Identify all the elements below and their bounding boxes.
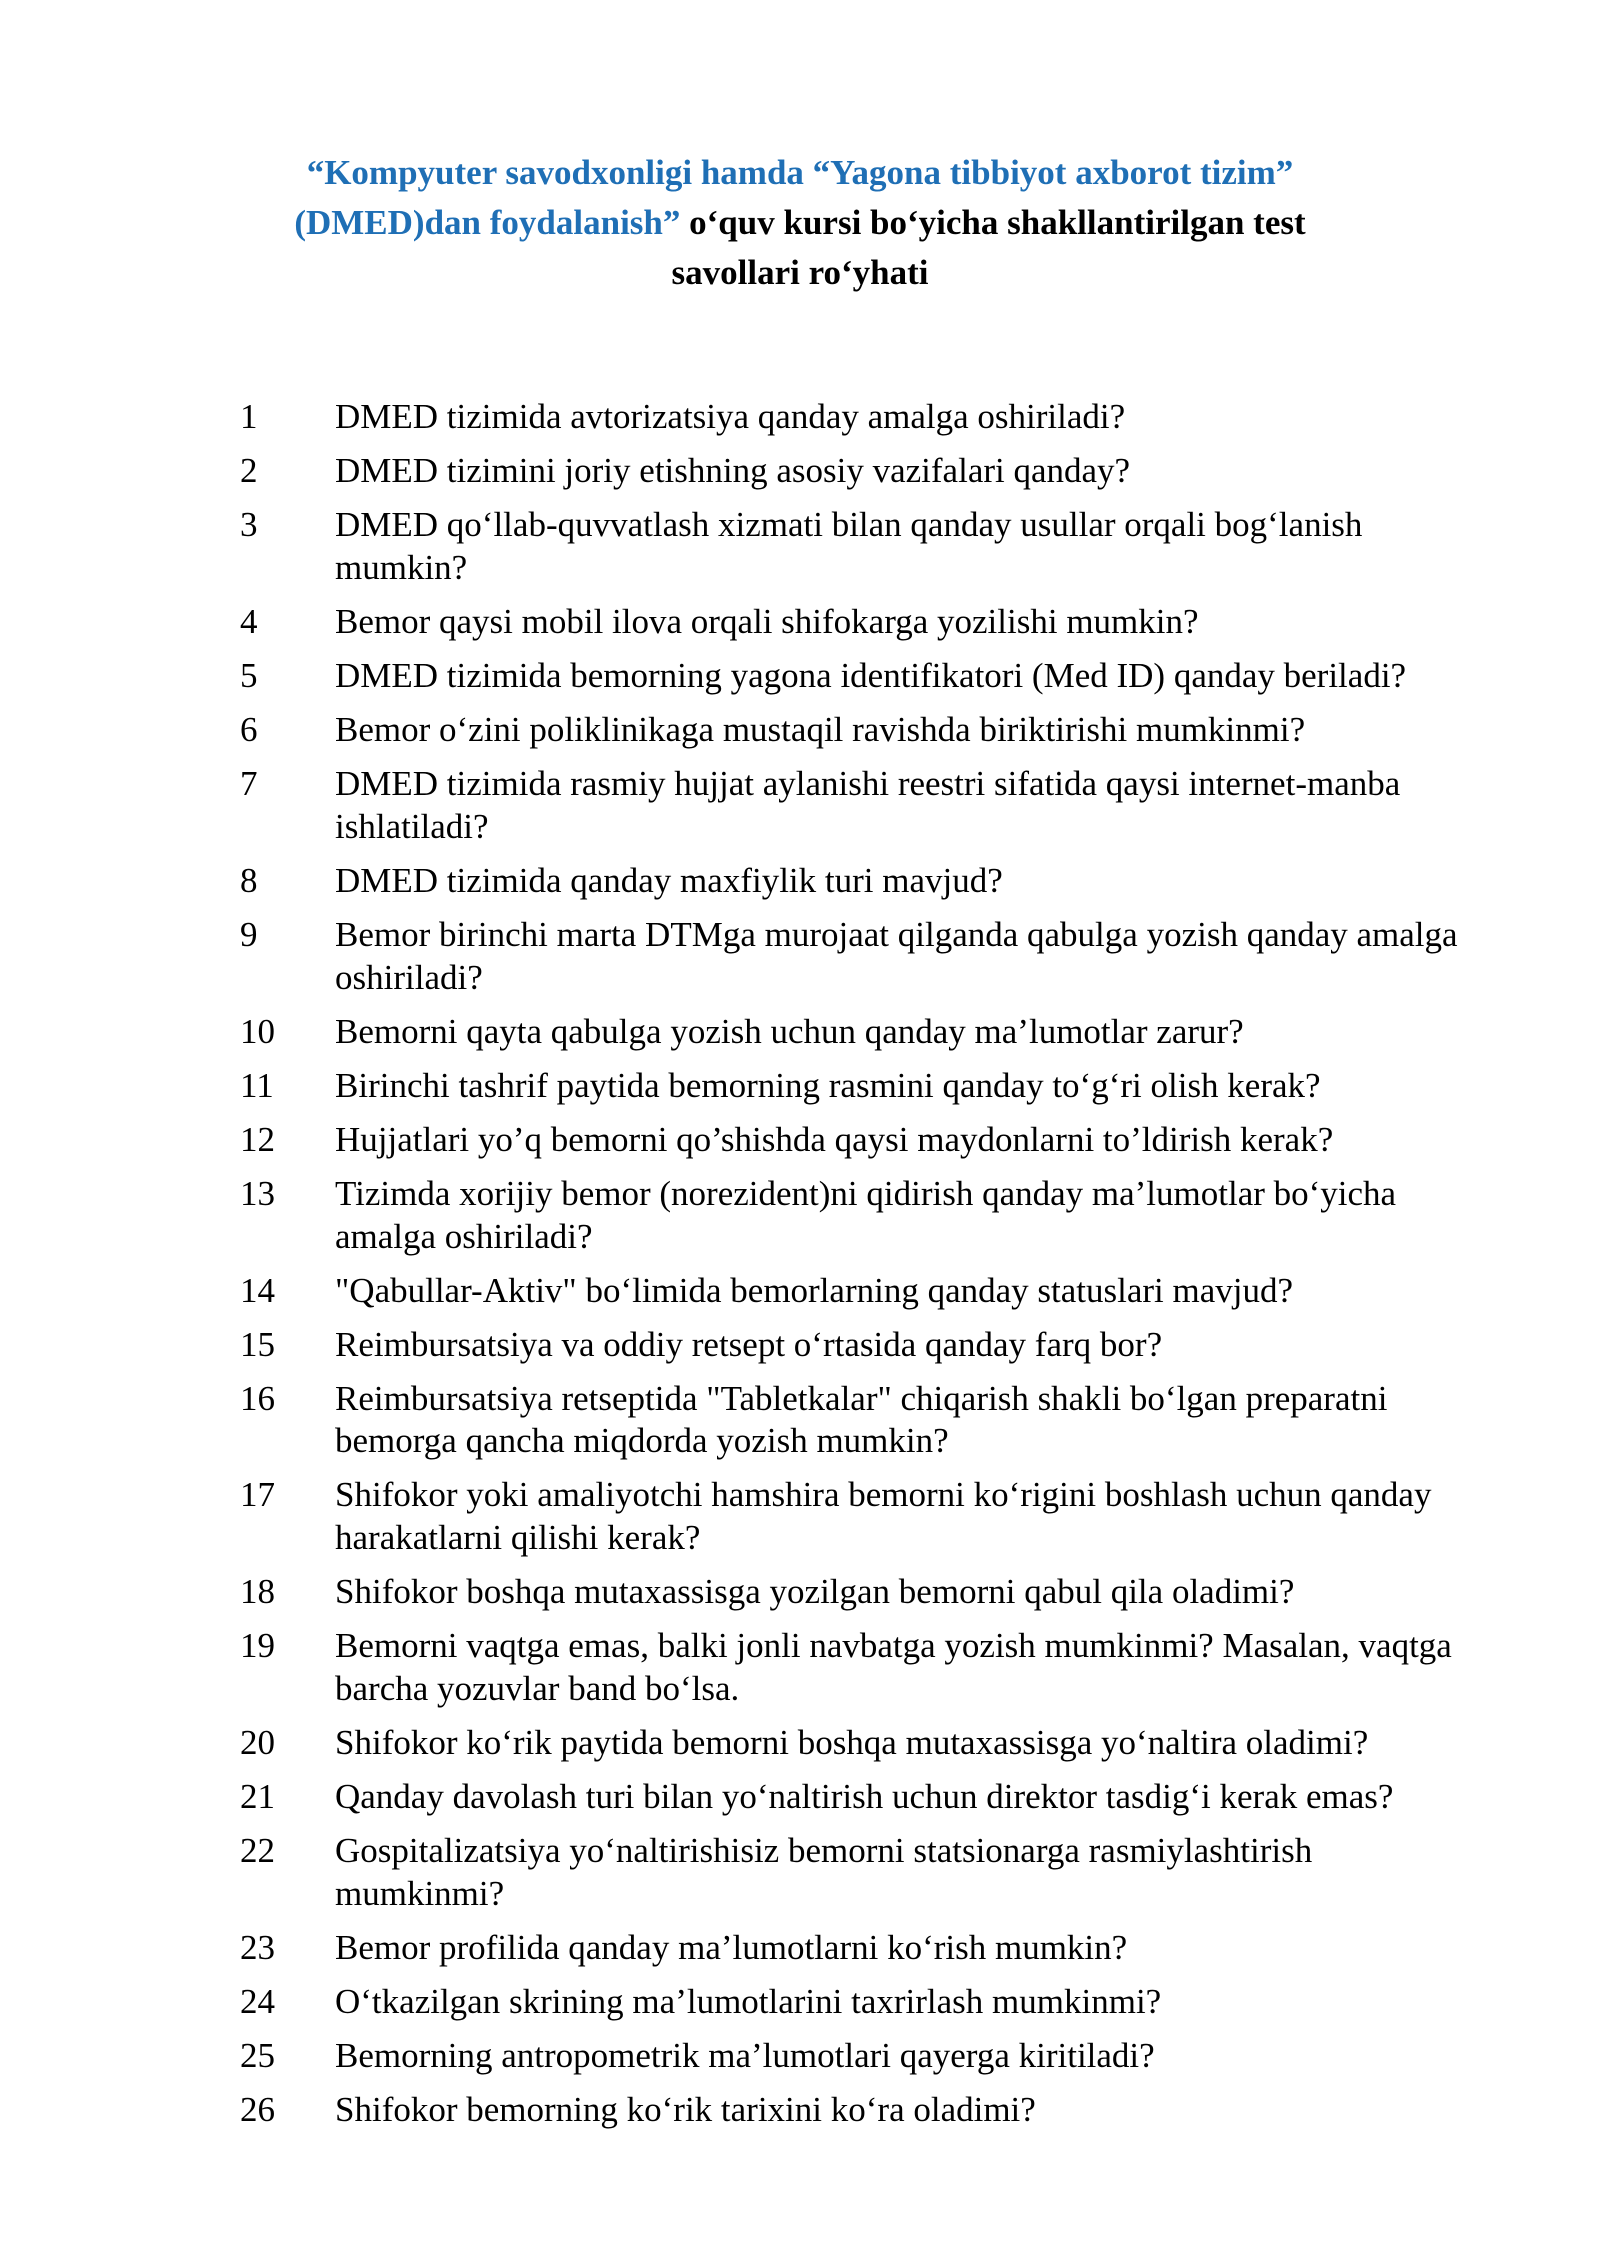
question-number: 21 xyxy=(240,1777,275,1817)
question-number: 7 xyxy=(240,764,258,804)
question-text: DMED tizimida bemorning yagona identifikatori (Med ID) qanday beriladi? xyxy=(335,655,1407,695)
question-number: 12 xyxy=(240,1119,275,1159)
question-number: 2 xyxy=(240,451,258,491)
question-text: Reimbursatsiya retseptida "Tabletkalar" chiqarish shakli bo‘lgan preparatni bemorga qancha miqdorda yozish mumkin? xyxy=(335,1378,1388,1461)
question-text: Bemor profilida qanday ma’lumotlarni ko‘rish mumkin? xyxy=(335,1927,1128,1967)
question-number: 3 xyxy=(240,505,258,545)
question-number: 19 xyxy=(240,1626,275,1666)
question-text: Bemor qaysi mobil ilova orqali shifokarga yozilishi mumkin? xyxy=(335,601,1199,641)
question-item xyxy=(240,1625,1480,1710)
question-text: Gospitalizatsiya yo‘naltirishisiz bemorni statsionarga rasmiylashtirish mumkinmi? xyxy=(335,1831,1313,1913)
question-number: 9 xyxy=(240,914,258,954)
question-text: Hujjatlari yo’q bemorni qo’shishda qaysi maydonlarni to’ldirish kerak? xyxy=(335,1119,1334,1159)
document-title-description: o‘quv kursi bo‘yicha shakllantirilgan test savollari ro‘yhati xyxy=(671,203,1306,292)
question-item xyxy=(240,709,1480,752)
question-item xyxy=(240,860,1480,903)
question-item xyxy=(240,2089,1480,2132)
document-title xyxy=(240,148,1360,298)
question-item xyxy=(240,2035,1480,2078)
question-text: DMED tizimida rasmiy hujjat aylanishi reestri sifatida qaysi internet-manba ishlatiladi? xyxy=(335,764,1401,846)
question-item xyxy=(240,1378,1480,1463)
question-item xyxy=(240,1776,1480,1819)
question-number: 14 xyxy=(240,1270,275,1310)
question-number: 8 xyxy=(240,860,258,900)
question-number: 26 xyxy=(240,2090,275,2130)
question-text: Qanday davolash turi bilan yo‘naltirish uchun direktor tasdig‘i kerak emas? xyxy=(335,1777,1394,1817)
question-number: 6 xyxy=(240,710,258,750)
question-item xyxy=(240,1065,1480,1108)
question-number: 4 xyxy=(240,601,258,641)
question-number: 17 xyxy=(240,1475,275,1515)
question-text: Shifokor yoki amaliyotchi hamshira bemorni ko‘rigini boshlash uchun qanday harakatlarni qilishi kerak? xyxy=(335,1475,1432,1558)
question-text: Reimbursatsiya va oddiy retsept o‘rtasida qanday farq bor? xyxy=(335,1324,1163,1364)
document-title-course-name: “Kompyuter savodxonligi hamda “Yagona tibbiyot axborot tizim” (DMED)dan foydalanish” xyxy=(294,153,1294,242)
question-item xyxy=(240,1270,1480,1313)
question-item xyxy=(240,1119,1480,1162)
question-item xyxy=(240,1927,1480,1970)
question-text: DMED qo‘llab-quvvatlash xizmati bilan qanday usullar orqali bog‘lanish mumkin? xyxy=(335,505,1363,587)
question-number: 5 xyxy=(240,655,258,695)
question-item xyxy=(240,1571,1480,1614)
question-item xyxy=(240,655,1480,698)
question-item xyxy=(240,396,1480,439)
question-text: Bemorni vaqtga emas, balki jonli navbatga yozish mumkinmi? Masalan, vaqtga barcha yozuvlar band bo‘lsa. xyxy=(335,1626,1452,1708)
question-item xyxy=(240,1722,1480,1765)
question-text: Shifokor ko‘rik paytida bemorni boshqa mutaxassisga yo‘naltira oladimi? xyxy=(335,1722,1369,1762)
question-text: DMED tizimini joriy etishning asosiy vazifalari qanday? xyxy=(335,451,1131,491)
question-number: 13 xyxy=(240,1173,275,1213)
question-text: DMED tizimida avtorizatsiya qanday amalga oshiriladi? xyxy=(335,397,1126,436)
question-number: 18 xyxy=(240,1572,275,1612)
question-item xyxy=(240,601,1480,644)
question-text: Bemor o‘zini poliklinikaga mustaqil ravishda biriktirishi mumkinmi? xyxy=(335,710,1306,750)
question-item xyxy=(240,1474,1480,1559)
question-list xyxy=(240,396,1480,2143)
question-item xyxy=(240,914,1480,999)
question-text: DMED tizimida qanday maxfiylik turi mavjud? xyxy=(335,860,1003,900)
question-number: 23 xyxy=(240,1927,275,1967)
question-text: Shifokor bemorning ko‘rik tarixini ko‘ra oladimi? xyxy=(335,2090,1036,2130)
question-item xyxy=(240,450,1480,493)
question-number: 10 xyxy=(240,1011,275,1051)
question-number: 1 xyxy=(240,397,258,436)
question-text: O‘tkazilgan skrining ma’lumotlarini taxrirlash mumkinmi? xyxy=(335,1981,1162,2021)
question-number: 22 xyxy=(240,1831,275,1871)
question-text: Bemor birinchi marta DTMga murojaat qilganda qabulga yozish qanday amalga oshiriladi? xyxy=(335,914,1458,997)
question-text: Bemorning antropometrik ma’lumotlari qayerga kiritiladi? xyxy=(335,2036,1155,2075)
question-number: 25 xyxy=(240,2036,275,2075)
question-item xyxy=(240,1830,1480,1915)
question-item xyxy=(240,504,1480,589)
question-text: Birinchi tashrif paytida bemorning rasmini qanday to‘g‘ri olish kerak? xyxy=(335,1065,1321,1105)
question-number: 20 xyxy=(240,1722,275,1762)
question-item xyxy=(240,1173,1480,1258)
question-number: 24 xyxy=(240,1981,275,2021)
question-number: 11 xyxy=(240,1065,274,1105)
question-item xyxy=(240,1324,1480,1367)
question-item xyxy=(240,1011,1480,1054)
question-number: 15 xyxy=(240,1324,275,1364)
question-text: "Qabullar-Aktiv" bo‘limida bemorlarning qanday statuslari mavjud? xyxy=(335,1270,1294,1310)
question-text: Tizimda xorijiy bemor (norezident)ni qidirish qanday ma’lumotlar bo‘yicha amalga oshiriladi? xyxy=(335,1173,1397,1256)
question-number: 16 xyxy=(240,1378,275,1418)
question-text: Shifokor boshqa mutaxassisga yozilgan bemorni qabul qila oladimi? xyxy=(335,1572,1295,1612)
question-item xyxy=(240,763,1480,848)
question-item xyxy=(240,1981,1480,2024)
question-text: Bemorni qayta qabulga yozish uchun qanday ma’lumotlar zarur? xyxy=(335,1011,1244,1051)
